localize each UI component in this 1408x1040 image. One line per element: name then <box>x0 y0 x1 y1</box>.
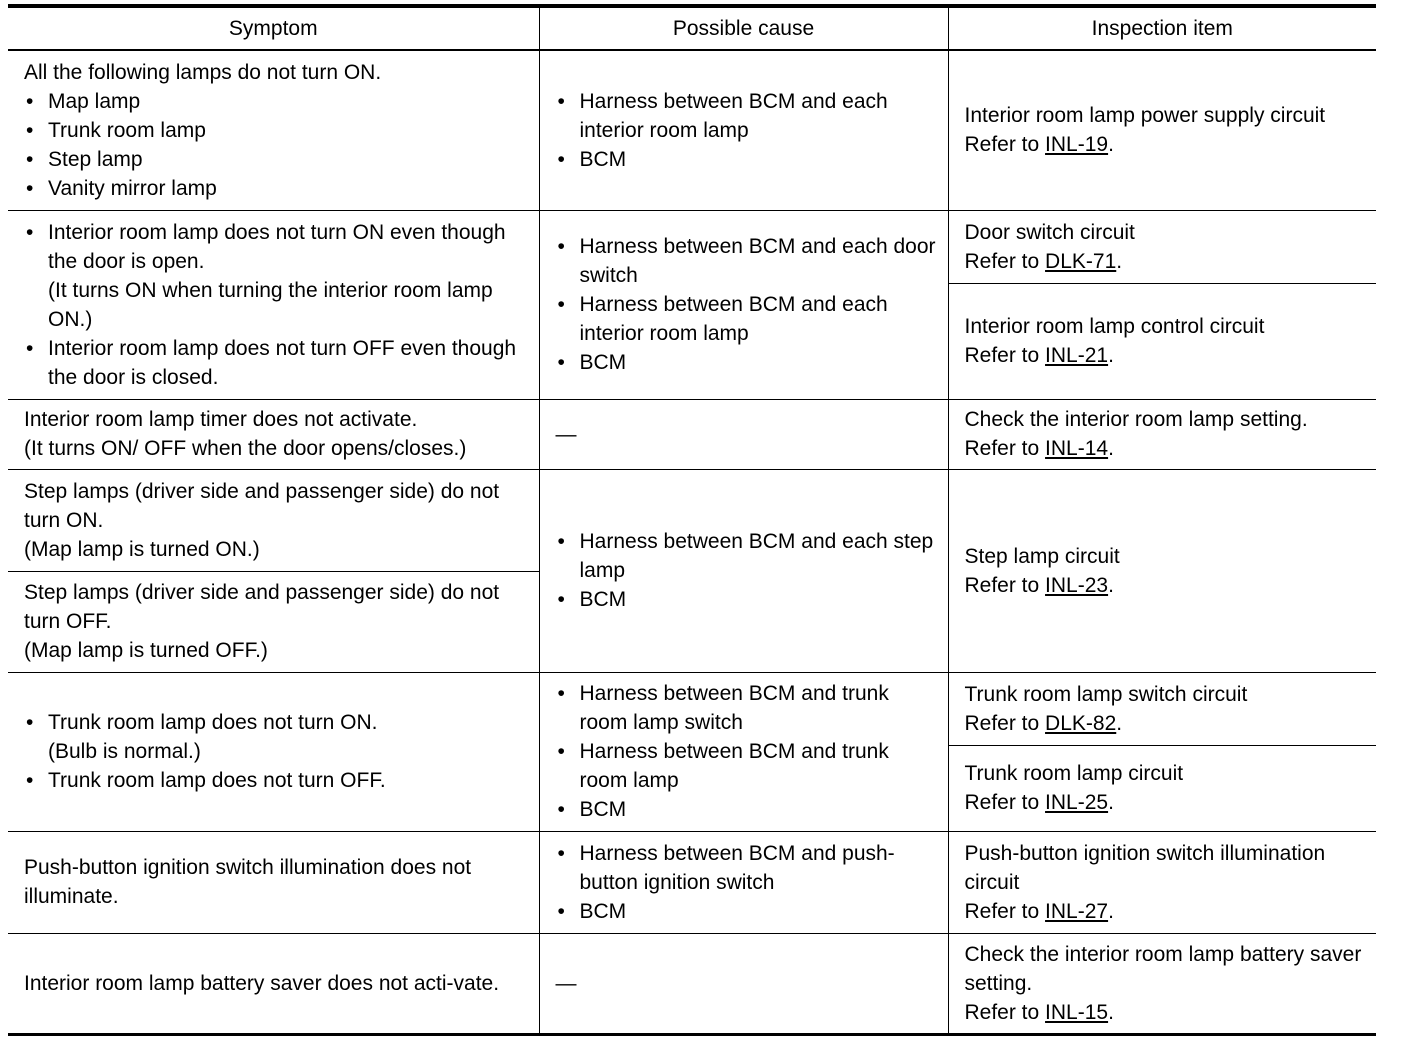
symptom-note: (Map lamp is turned ON.) <box>24 537 260 561</box>
header-symptom: Symptom <box>8 6 539 50</box>
ref-link[interactable]: DLK-71 <box>1045 249 1117 273</box>
refer-to-label: Refer to <box>964 133 1046 157</box>
refer-to-label: Refer to <box>964 344 1046 367</box>
list-item: • Harness between BCM and each interior room lamp <box>556 87 938 145</box>
symptom-text: Interior room lamp timer does not activate. <box>24 408 418 431</box>
inspection-cell <box>948 210 1376 283</box>
list-item: • Harness between BCM and trunk room lamp switch <box>556 679 938 737</box>
list-item: • BCM <box>556 348 938 377</box>
symptom-cell <box>8 831 539 933</box>
list-item <box>24 218 529 334</box>
cause-cell <box>539 933 948 1034</box>
symptom-note: (It turns ON/ OFF when the door opens/closes.) <box>24 437 467 460</box>
symptom-note: (It turns ON when turning the interior room lamp ON.) <box>48 278 493 331</box>
inspection-cell <box>948 283 1376 399</box>
table-row <box>8 50 1376 210</box>
table-row <box>8 399 1376 469</box>
refer-to-label: Refer to <box>964 791 1046 814</box>
reference-line: Refer to INL-27. <box>964 899 1114 923</box>
symptom-cell <box>8 210 539 399</box>
list-item <box>24 334 529 392</box>
list-item: • Step lamp <box>24 145 529 174</box>
symptom-text: • Interior room lamp does not turn ON even though the door is open. <box>48 220 506 273</box>
reference-line: Refer to INL-15. <box>964 1000 1114 1024</box>
list-item <box>24 708 529 766</box>
list-item: • Vanity mirror lamp <box>24 174 529 203</box>
refer-to-label: Refer to <box>964 573 1046 597</box>
inspection-title: Interior room lamp power supply circuit <box>964 104 1326 128</box>
refer-to-label: Refer to <box>964 899 1046 923</box>
inspection-cell <box>948 745 1376 831</box>
reference-line: Refer to INL-21. <box>964 344 1114 367</box>
table-row <box>8 933 1376 1034</box>
symptom-note: (Map lamp is turned OFF.) <box>24 639 268 662</box>
symptom-text: Step lamps (driver side and passenger side) do not turn ON. <box>24 479 500 532</box>
inspection-title: Check the interior room lamp battery saver setting. <box>964 942 1362 995</box>
refer-to-label: Refer to <box>964 249 1046 273</box>
list-item <box>24 766 529 795</box>
list-item: • BCM <box>556 145 938 174</box>
symptom-text: • Trunk room lamp does not turn OFF. <box>48 769 386 792</box>
symptom-cell <box>8 50 539 210</box>
ref-link[interactable]: INL-23 <box>1045 573 1109 597</box>
inspection-title: Check the interior room lamp setting. <box>964 408 1308 431</box>
list-item: • BCM <box>556 795 938 824</box>
list-item: • Map lamp <box>24 87 529 116</box>
inspection-cell <box>948 399 1376 469</box>
inspection-title: Push-button ignition switch illumination circuit <box>964 841 1326 894</box>
symptom-text: • Trunk room lamp does not turn ON. <box>48 711 378 734</box>
ref-link[interactable]: INL-15 <box>1045 1000 1109 1024</box>
header-possible-cause: Possible cause <box>539 6 948 50</box>
diagnosis-table <box>8 4 1376 1036</box>
inspection-title: Step lamp circuit <box>964 544 1120 568</box>
inspection-cell <box>948 933 1376 1034</box>
list-item: • Trunk room lamp <box>24 116 529 145</box>
refer-to-label: Refer to <box>964 1000 1046 1024</box>
dash: — <box>555 971 577 995</box>
symptom-text: All the following lamps do not turn ON. <box>24 60 382 84</box>
cause-cell <box>539 399 948 469</box>
symptom-note: (Bulb is normal.) <box>48 740 201 763</box>
symptom-text: • Interior room lamp does not turn OFF even though the door is closed. <box>48 336 517 389</box>
inspection-cell <box>948 469 1376 672</box>
refer-to-label: Refer to <box>964 711 1046 735</box>
cause-cell <box>539 672 948 831</box>
ref-link[interactable]: DLK-82 <box>1045 711 1117 735</box>
symptom-text: Interior room lamp battery saver does not acti-vate. <box>24 971 500 995</box>
ref-link[interactable]: INL-19 <box>1045 133 1109 157</box>
ref-link[interactable]: INL-27 <box>1045 899 1109 923</box>
reference-line: Refer to DLK-71. <box>964 249 1123 273</box>
symptom-cell <box>8 399 539 469</box>
table-row <box>8 210 1376 283</box>
inspection-title: Trunk room lamp circuit <box>964 762 1184 785</box>
reference-line: Refer to INL-14. <box>964 437 1114 460</box>
list-item: • Harness between BCM and trunk room lamp <box>556 737 938 795</box>
refer-to-label: Refer to <box>964 437 1046 460</box>
cause-cell <box>539 831 948 933</box>
reference-line: Refer to INL-25. <box>964 791 1114 814</box>
list-item: • BCM <box>556 897 938 926</box>
inspection-cell <box>948 831 1376 933</box>
list-item: • Harness between BCM and each door switch <box>556 232 938 290</box>
inspection-cell <box>948 672 1376 745</box>
symptom-cell <box>8 933 539 1034</box>
cause-cell <box>539 210 948 399</box>
symptom-cell <box>8 469 539 571</box>
inspection-cell <box>948 50 1376 210</box>
reference-line: Refer to INL-23. <box>964 573 1114 597</box>
table-row <box>8 831 1376 933</box>
list-item: • BCM <box>556 585 938 614</box>
table-row <box>8 672 1376 745</box>
list-item: • Harness between BCM and each interior room lamp <box>556 290 938 348</box>
cause-cell <box>539 50 948 210</box>
list-item: • Harness between BCM and push-button ignition switch <box>556 839 938 897</box>
reference-line: Refer to INL-19. <box>964 133 1114 157</box>
cause-cell <box>539 469 948 672</box>
list-item: • Harness between BCM and each step lamp <box>556 527 938 585</box>
dash: — <box>555 422 577 446</box>
symptom-text: Step lamps (driver side and passenger side) do not turn OFF. <box>24 581 500 633</box>
reference-line: Refer to DLK-82. <box>964 711 1123 735</box>
symptom-cell <box>8 571 539 672</box>
inspection-title: Trunk room lamp switch circuit <box>964 682 1248 706</box>
header-inspection-item: Inspection item <box>948 6 1376 50</box>
header-row <box>8 6 1376 50</box>
symptom-text: Push-button ignition switch illumination does not illuminate. <box>24 856 472 908</box>
ref-link[interactable]: INL-21 <box>1045 344 1109 367</box>
ref-link[interactable]: INL-14 <box>1045 437 1109 460</box>
ref-link[interactable]: INL-25 <box>1045 791 1109 814</box>
inspection-title: Interior room lamp control circuit <box>964 315 1265 338</box>
inspection-title: Door switch circuit <box>964 220 1135 244</box>
table-row <box>8 469 1376 571</box>
symptom-cell <box>8 672 539 831</box>
